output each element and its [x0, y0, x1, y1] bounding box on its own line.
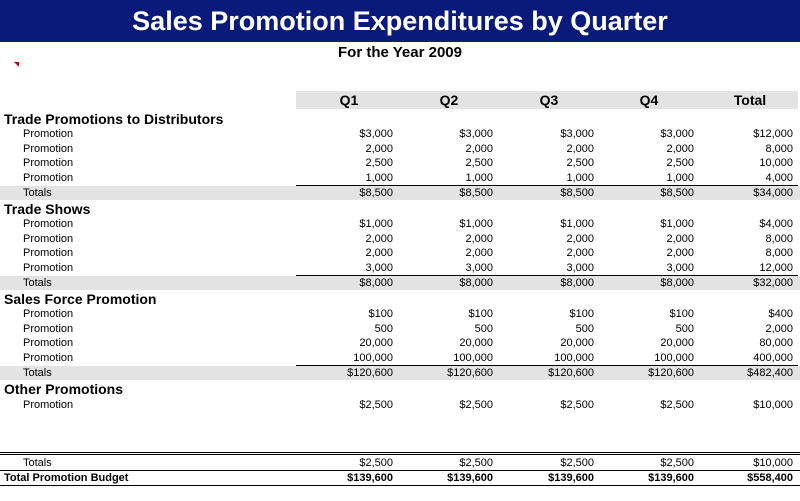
cell-q3: $100	[569, 308, 594, 320]
cell-q2: 100,000	[453, 352, 493, 364]
cell-q1: $1,000	[359, 218, 393, 230]
cell-total: 2,000	[765, 323, 793, 335]
cell-q2: 2,000	[465, 233, 493, 245]
cell-q3: $2,500	[560, 399, 594, 411]
cell-q3: 3,000	[566, 262, 594, 274]
grand-total-bottom-divider	[0, 485, 800, 486]
table-row[interactable]	[0, 217, 800, 231]
cell-q3: 20,000	[560, 337, 594, 349]
section-title[interactable]: Sales Force Promotion	[4, 291, 157, 307]
column-header-q2[interactable]: Q2	[439, 92, 459, 108]
row-label: Promotion	[23, 308, 74, 320]
cell-q4: $120,600	[648, 367, 694, 379]
table-row[interactable]	[0, 142, 800, 156]
grand-total-row[interactable]	[0, 471, 800, 485]
column-header-total[interactable]: Total	[733, 92, 767, 108]
cell-q1: 500	[374, 323, 393, 335]
cell-total: $10,000	[753, 457, 793, 469]
totals-row[interactable]	[0, 186, 800, 200]
row-label: Promotion	[23, 247, 74, 259]
column-header-q1[interactable]: Q1	[339, 92, 359, 108]
section-title[interactable]: Trade Shows	[4, 201, 91, 217]
table-row[interactable]	[0, 156, 800, 170]
cell-q3: 2,500	[566, 157, 594, 169]
totals-row[interactable]	[0, 276, 800, 290]
cell-q4: 2,000	[666, 247, 694, 259]
page-title: Sales Promotion Expenditures by Quarter	[0, 0, 800, 42]
column-header-q4[interactable]: Q4	[639, 92, 659, 108]
cell-q3: $2,500	[560, 457, 594, 469]
cell-q1: $2,500	[359, 399, 393, 411]
cell-q2: 2,500	[465, 157, 493, 169]
cell-q4: 2,000	[666, 143, 694, 155]
cell-total: 80,000	[759, 337, 793, 349]
cell-q3: 2,000	[566, 143, 594, 155]
cell-q1: 100,000	[353, 352, 393, 364]
table-row[interactable]	[0, 398, 800, 412]
cell-q3: $8,500	[560, 187, 594, 199]
cell-q3: 500	[575, 323, 594, 335]
table-row[interactable]	[0, 322, 800, 336]
comment-indicator-icon[interactable]	[14, 62, 19, 67]
cell-q4: $2,500	[660, 399, 694, 411]
totals-double-divider	[0, 452, 800, 455]
cell-q4: 500	[675, 323, 694, 335]
cell-total: 8,000	[765, 233, 793, 245]
cell-q2: $2,500	[459, 457, 493, 469]
row-label: Promotion	[23, 352, 74, 364]
row-label: Promotion	[23, 172, 74, 184]
cell-total: $400	[768, 308, 793, 320]
table-row[interactable]	[0, 336, 800, 350]
row-label: Promotion	[23, 337, 74, 349]
cell-q4: $1,000	[660, 218, 694, 230]
table-row[interactable]	[0, 261, 800, 275]
cell-q2: 2,000	[465, 247, 493, 259]
row-label: Promotion	[23, 128, 74, 140]
page-subtitle: For the Year 2009	[338, 44, 462, 61]
cell-q4: 2,500	[666, 157, 694, 169]
cell-q3: $139,600	[548, 472, 594, 484]
row-label: Promotion	[23, 323, 74, 335]
cell-q3: 1,000	[566, 172, 594, 184]
cell-q3: $1,000	[560, 218, 594, 230]
cell-q3: 100,000	[554, 352, 594, 364]
table-row[interactable]	[0, 171, 800, 185]
totals-label: Totals	[23, 457, 52, 469]
cell-total: $10,000	[753, 399, 793, 411]
cell-q1: $139,600	[347, 472, 393, 484]
cell-q1: $8,500	[359, 187, 393, 199]
cell-q4: $100	[669, 308, 694, 320]
cell-total: $34,000	[753, 187, 793, 199]
cell-q1: 2,000	[365, 247, 393, 259]
table-row[interactable]	[0, 232, 800, 246]
cell-q1: $100	[368, 308, 393, 320]
cell-q1: $120,600	[347, 367, 393, 379]
cell-q2: $8,500	[459, 187, 493, 199]
totals-label: Totals	[23, 367, 52, 379]
row-label: Promotion	[23, 233, 74, 245]
cell-q2: $8,000	[459, 277, 493, 289]
cell-total: $558,400	[747, 472, 793, 484]
table-row[interactable]	[0, 307, 800, 321]
cell-q1: 2,000	[365, 143, 393, 155]
cell-q4: 20,000	[660, 337, 694, 349]
totals-label: Totals	[23, 187, 52, 199]
cell-q1: $8,000	[359, 277, 393, 289]
section-title[interactable]: Trade Promotions to Distributors	[4, 111, 224, 127]
cell-total: $4,000	[759, 218, 793, 230]
cell-q2: 1,000	[465, 172, 493, 184]
table-row[interactable]	[0, 246, 800, 260]
cell-q3: $120,600	[548, 367, 594, 379]
cell-total: $32,000	[753, 277, 793, 289]
cell-q4: $8,000	[660, 277, 694, 289]
cell-q4: 2,000	[666, 233, 694, 245]
cell-q3: $3,000	[560, 128, 594, 140]
cell-q4: $3,000	[660, 128, 694, 140]
cell-q2: $139,600	[447, 472, 493, 484]
cell-q1: 2,000	[365, 233, 393, 245]
grand-total-label: Total Promotion Budget	[4, 472, 129, 484]
cell-q2: 3,000	[465, 262, 493, 274]
cell-total: 400,000	[753, 352, 793, 364]
cell-q2: $1,000	[459, 218, 493, 230]
cell-q2: $120,600	[447, 367, 493, 379]
totals-label: Totals	[23, 277, 52, 289]
cell-q2: 2,000	[465, 143, 493, 155]
column-header-q3[interactable]: Q3	[539, 92, 559, 108]
cell-q4: $2,500	[660, 457, 694, 469]
section-title[interactable]: Other Promotions	[4, 381, 124, 397]
row-label: Promotion	[23, 143, 74, 155]
table-row[interactable]	[0, 351, 800, 365]
cell-q2: 500	[474, 323, 493, 335]
cell-total: $482,400	[747, 367, 793, 379]
totals-row[interactable]	[0, 456, 800, 470]
cell-q1: 2,500	[365, 157, 393, 169]
cell-q1: 3,000	[365, 262, 393, 274]
cell-q4: $139,600	[648, 472, 694, 484]
row-label: Promotion	[23, 218, 74, 230]
cell-q4: $8,500	[660, 187, 694, 199]
cell-total: $12,000	[753, 128, 793, 140]
cell-q2: 20,000	[459, 337, 493, 349]
cell-total: 4,000	[765, 172, 793, 184]
cell-q2: $3,000	[459, 128, 493, 140]
cell-total: 10,000	[759, 157, 793, 169]
row-label: Promotion	[23, 262, 74, 274]
row-label: Promotion	[23, 399, 74, 411]
cell-q4: 3,000	[666, 262, 694, 274]
cell-total: 12,000	[759, 262, 793, 274]
cell-total: 8,000	[765, 247, 793, 259]
cell-q1: $2,500	[359, 457, 393, 469]
cell-total: 8,000	[765, 143, 793, 155]
totals-row[interactable]	[0, 366, 800, 380]
cell-q1: 1,000	[365, 172, 393, 184]
cell-q3: 2,000	[566, 233, 594, 245]
cell-q1: $3,000	[359, 128, 393, 140]
cell-q3: $8,000	[560, 277, 594, 289]
cell-q2: $100	[468, 308, 493, 320]
cell-q2: $2,500	[459, 399, 493, 411]
row-label: Promotion	[23, 157, 74, 169]
table-row[interactable]	[0, 127, 800, 141]
cell-q1: 20,000	[359, 337, 393, 349]
cell-q4: 100,000	[654, 352, 694, 364]
cell-q3: 2,000	[566, 247, 594, 259]
cell-q4: 1,000	[666, 172, 694, 184]
